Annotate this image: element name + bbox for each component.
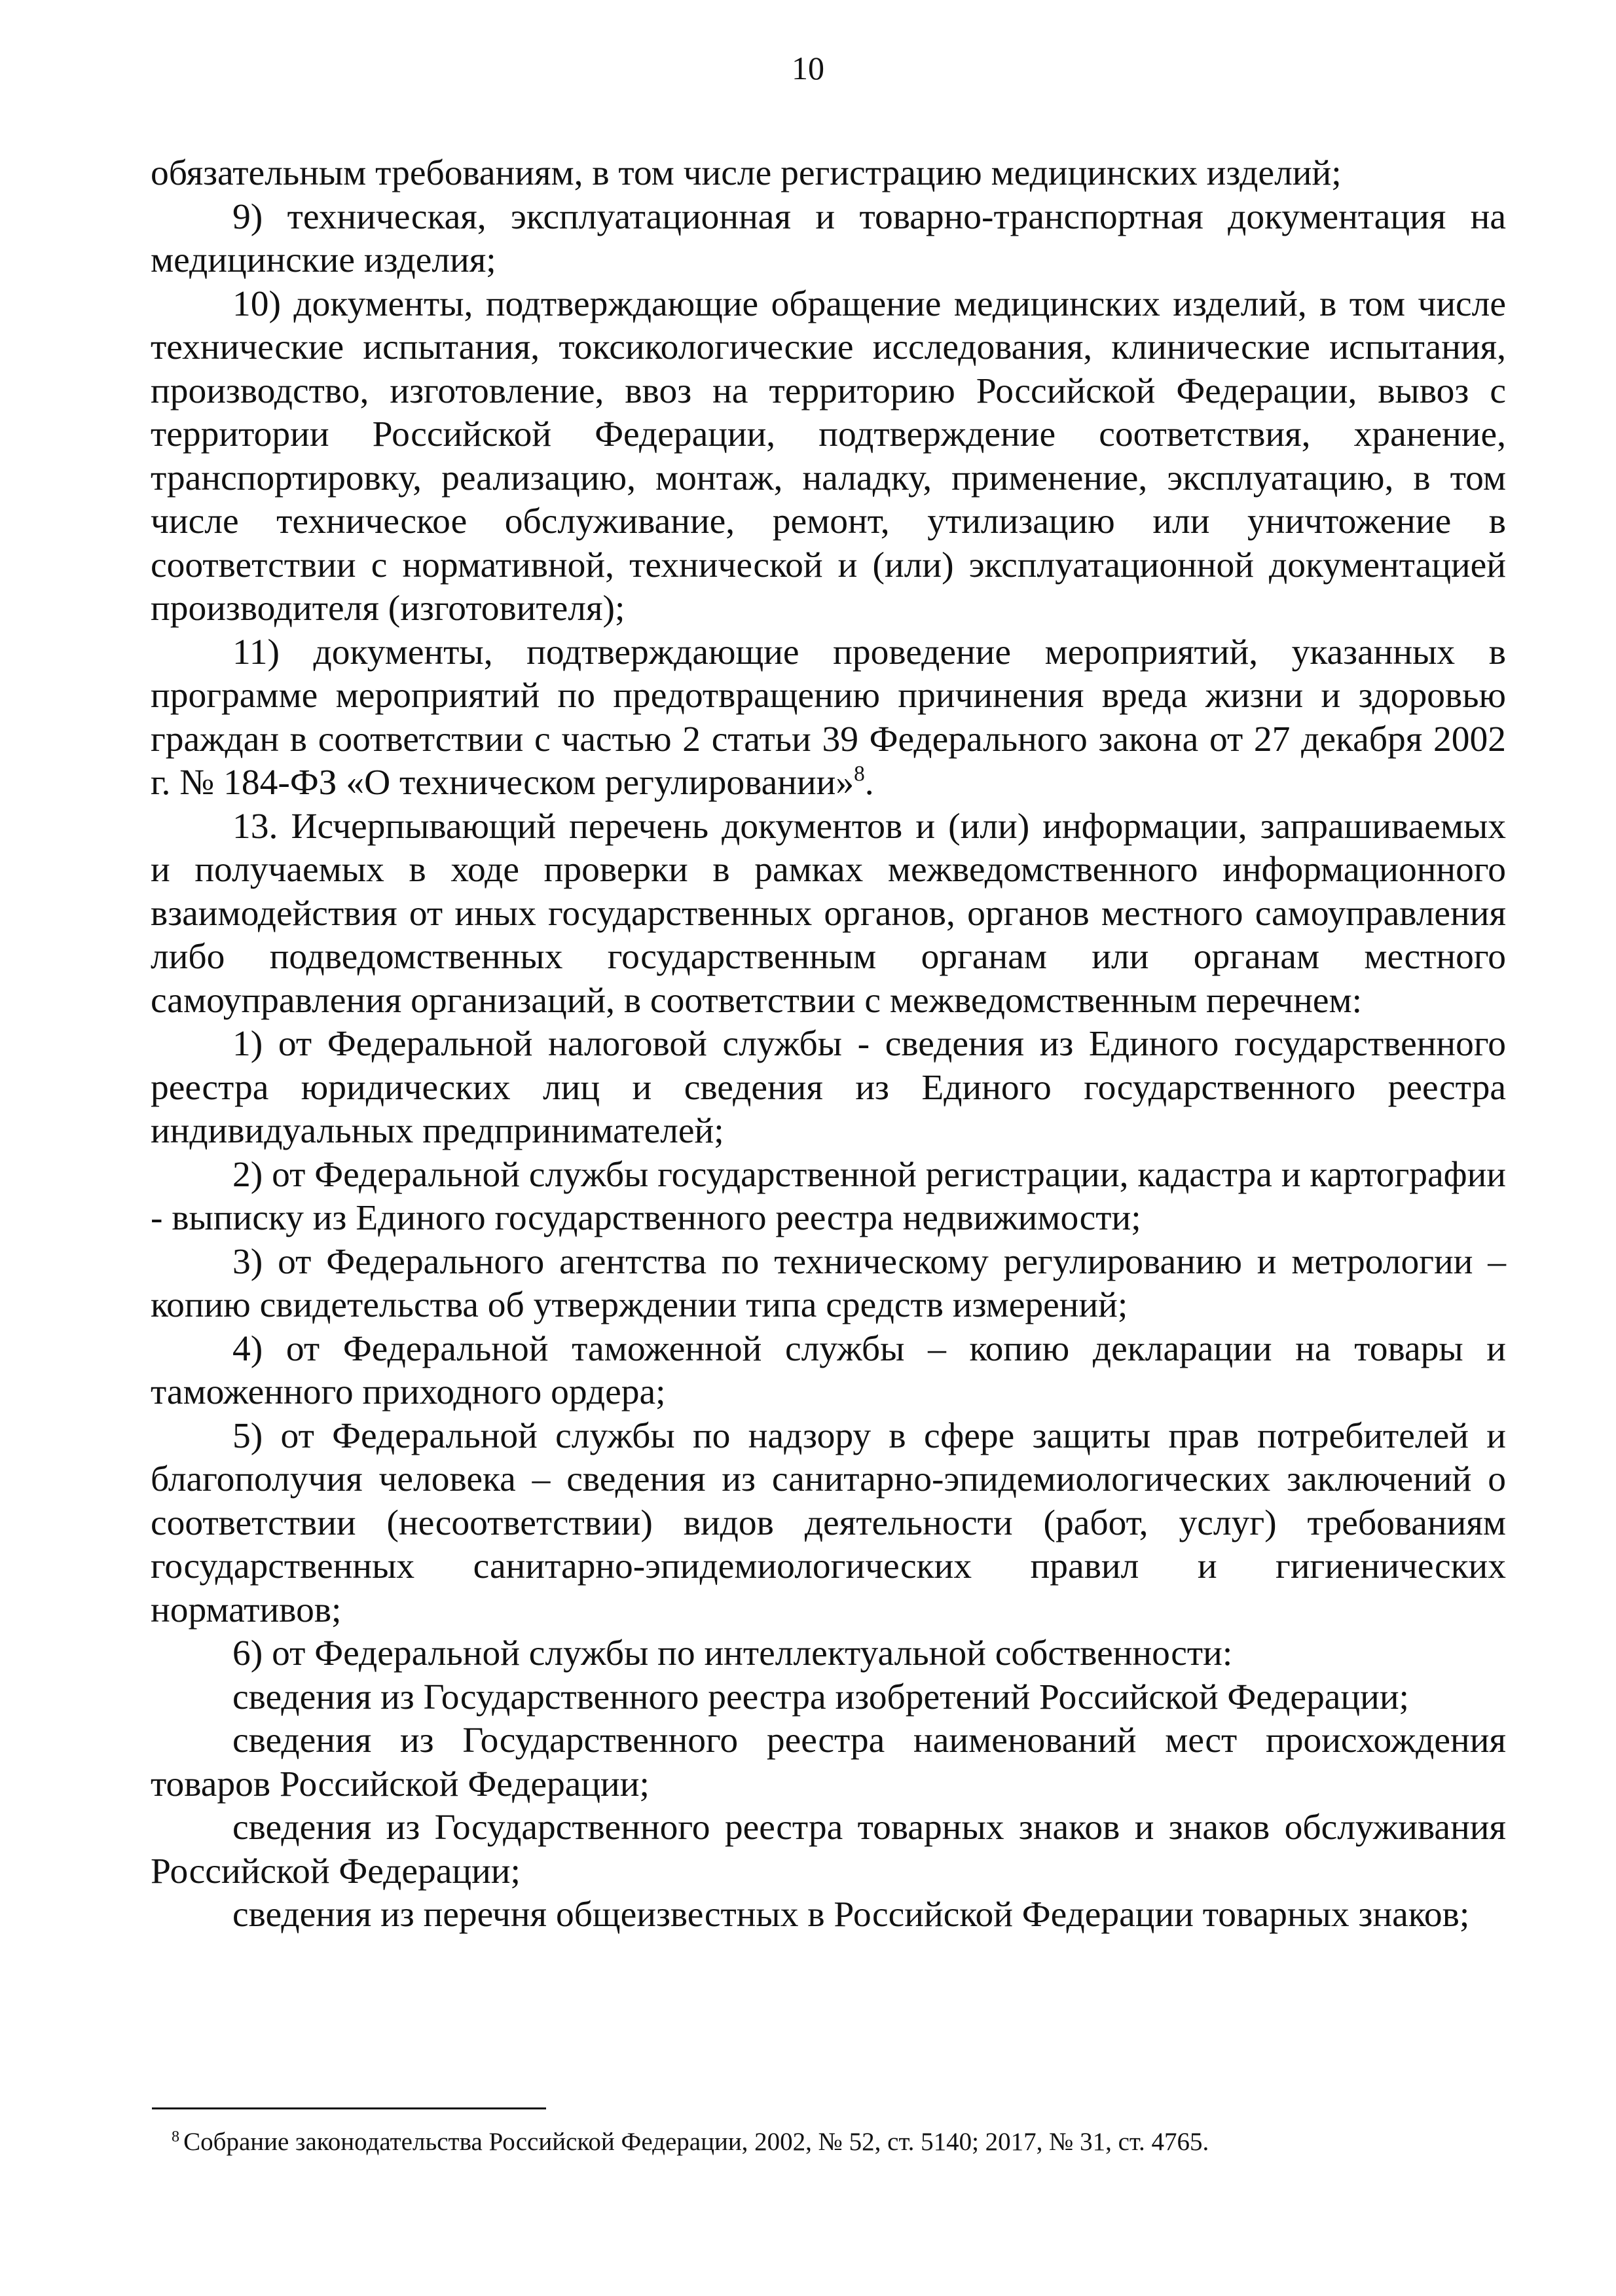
sub-item-trademarks: сведения из Государственного реестра товарных знаков и знаков обслуживания Российской Федерации; (151, 1808, 1506, 1891)
section-13: 13. Исчерпывающий перечень документов и (или) информации, запрашиваемых и получаемых в ходе проверки в рамках межведомственного информационного взаимодействия от иных государственных органов, органов местного самоуправления либо подведомственных государственным органам или органам местного самоуправления организаций, в соответствии с межведомственным перечнем: (151, 806, 1506, 1021)
list-item-5: 5) от Федеральной службы по надзору в сфере защиты прав потребителей и благополучия человека – сведения из санитарно-эпидемиологических заключений о соответствии (несоответствии) видов деятельности (работ, услуг) требованиям государственных санитарно-эпидемиологических правил и гигиенических нормативов; (151, 1415, 1506, 1630)
footnote-separator (152, 2107, 546, 2109)
page-number: 10 (792, 50, 824, 86)
footnote (172, 2126, 1507, 2158)
list-item-11-end: . (864, 763, 874, 803)
list-item-4: 4) от Федеральной таможенной службы – копию декларации на товары и таможенного приходного ордера; (151, 1328, 1506, 1412)
sub-item-origin-places: сведения из Государственного реестра наименований мест происхождения товаров Российской Федерации; (151, 1721, 1506, 1804)
list-item-2: 2) от Федеральной службы государственной регистрации, кадастра и картографии - выписку из Единого государственного реестра недвижимости; (151, 1154, 1506, 1238)
list-item-3: 3) от Федерального агентства по техническому регулированию и метрологии – копию свидетельства об утверждении типа средств измерений; (151, 1241, 1506, 1325)
paragraph-continuation: обязательным требованиям, в том числе регистрацию медицинских изделий; (151, 153, 1342, 193)
list-item-6: 6) от Федеральной службы по интеллектуальной собственности: (232, 1633, 1233, 1673)
footnote-mark: 8 (172, 2127, 180, 2145)
list-item-11 (151, 631, 1506, 805)
sub-item-inventions: сведения из Государственного реестра изобретений Российской Федерации; (232, 1677, 1409, 1717)
sub-item-well-known-trademarks: сведения из перечня общеизвестных в Российской Федерации товарных знаков; (232, 1895, 1470, 1935)
list-item-10: 10) документы, подтверждающие обращение медицинских изделий, в том числе технические испытания, токсикологические исследования, клинические испытания, производство, изготовление, ввоз на территорию Российской Федерации, вывоз с территории Российской Федерации, подтверждение соответствия, хранение, транспортировку, реализацию, монтаж, наладку, применение, эксплуатацию, в том числе техническое обслуживание, ремонт, утилизацию или уничтожение в соответствии с нормативной, технической и (или) эксплуатационной документацией производителя (изготовителя); (151, 283, 1506, 629)
list-item-9: 9) техническая, эксплуатационная и товарно-транспортная документация на медицинские изделия; (151, 196, 1506, 280)
footnote-reference: 8 (854, 761, 865, 786)
document-body (151, 152, 1506, 1937)
list-item-1: 1) от Федеральной налоговой службы - сведения из Единого государственного реестра юридических лиц и сведения из Единого государственного реестра индивидуальных предпринимателей; (151, 1024, 1506, 1151)
list-item-11-text: 11) документы, подтверждающие проведение мероприятий, указанных в программе мероприятий по предотвращению причинения вреда жизни и здоровью граждан в соответствии с частью 2 статьи 39 Федерального закона от 27 декабря 2002 г. № 184-ФЗ «О техническом регулировании» (151, 632, 1506, 803)
footnote-text: Собрание законодательства Российской Федерации, 2002, № 52, ст. 5140; 2017, № 31, ст. 4765. (183, 2128, 1209, 2156)
